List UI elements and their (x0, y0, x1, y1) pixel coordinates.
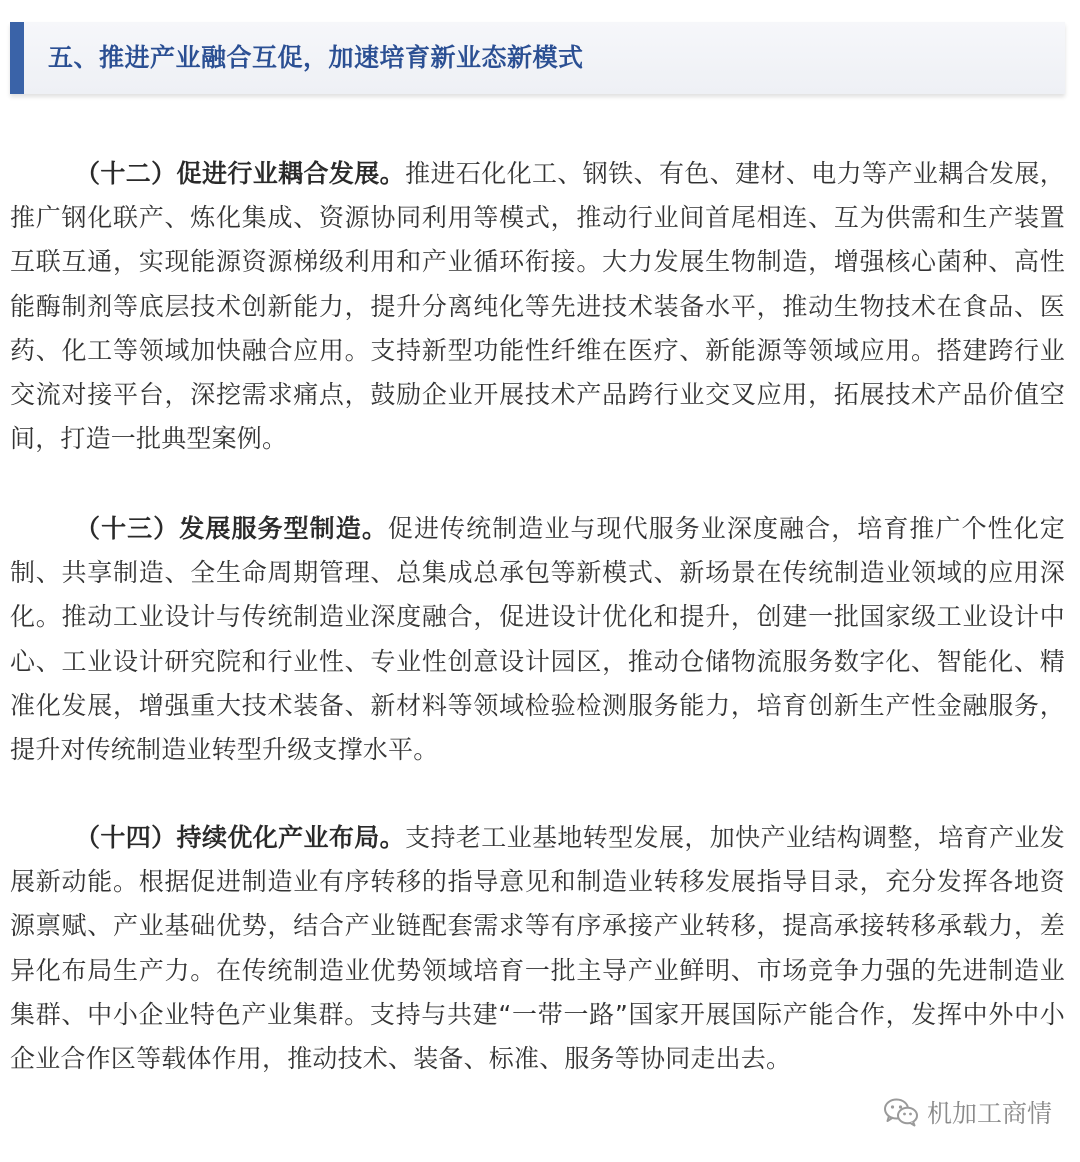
paragraph-lead: （十四）持续优化产业布局。 (75, 823, 406, 852)
paragraph-lead: （十二）促进行业耦合发展。 (75, 159, 406, 188)
paragraph-body: 支持老工业基地转型发展，加快产业结构调整，培育产业发展新动能。根据促进制造业有序转移的指导意见和制造业转移发展指导目录，充分发挥各地资源禀赋、产业基础优势，结合产业链配套需求等有序承接产业转移，提高承接转移承载力，差异化布局生产力。在传统制造业优势领域培育一批主导产业鲜明、市场竞争力强的先进制造业集群、中小企业特色产业集群。支持与共建“一带一路”国家开展国际产能合作，发挥中外中小企业合作区等载体作用，推动技术、装备、标准、服务等协同走出去。 (10, 823, 1065, 1074)
watermark-text: 机加工商情 (926, 1099, 1052, 1128)
wechat-icon (883, 1097, 919, 1127)
paragraph-lead: （十三）发展服务型制造。 (75, 514, 388, 543)
paragraph-body: 促进传统制造业与现代服务业深度融合，培育推广个性化定制、共享制造、全生命周期管理、总集成总承包等新模式、新场景在传统制造业领域的应用深化。推动工业设计与传统制造业深度融合，促进设计优化和提升，创建一批国家级工业设计中心、工业设计研究院和行业性、专业性创意设计园区，推动仓储物流服务数字化、智能化、精准化发展，增强重大技术装备、新材料等领域检验检测服务能力，培育创新生产性金融服务，提升对传统制造业转型升级支撑水平。 (10, 514, 1065, 765)
section-accent-bar (10, 22, 24, 94)
watermark (883, 1092, 1052, 1132)
section-title: 五、推进产业融合互促，加速培育新业态新模式 (48, 43, 584, 72)
section-header (10, 22, 1065, 94)
paragraph-body: 推进石化化工、钢铁、有色、建材、电力等产业耦合发展，推广钢化联产、炼化集成、资源协同利用等模式，推动行业间首尾相连、互为供需和生产装置互联互通，实现能源资源梯级利用和产业循环衔接。大力发展生物制造，增强核心菌种、高性能酶制剂等底层技术创新能力，提升分离纯化等先进技术装备水平，推动生物技术在食品、医药、化工等领域加快融合应用。支持新型功能性纤维在医疗、新能源等领域应用。搭建跨行业交流对接平台，深挖需求痛点，鼓励企业开展技术产品跨行业交叉应用，拓展技术产品价值空间，打造一批典型案例。 (10, 159, 1065, 454)
paragraph-13 (10, 507, 1065, 772)
paragraph-12 (10, 152, 1065, 461)
paragraph-14 (10, 816, 1065, 1081)
